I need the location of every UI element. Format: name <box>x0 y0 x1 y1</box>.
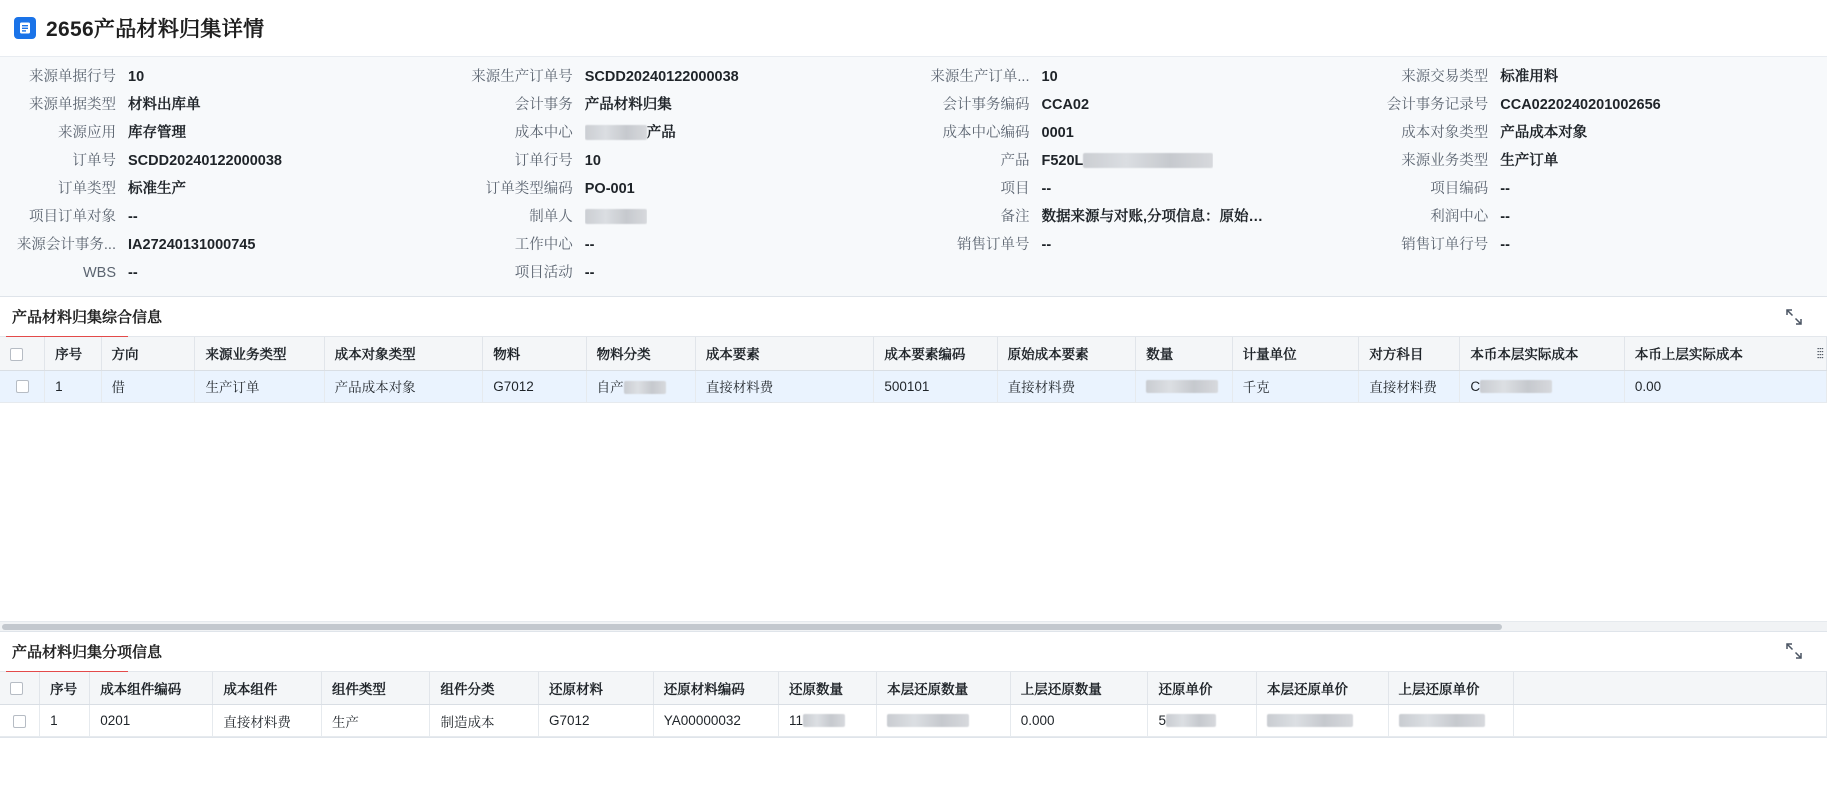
column-header-cost-element-code[interactable]: 成本要素编码 <box>874 337 997 370</box>
field-source-accounting-event: 来源会计事务... IA27240131000745 <box>16 237 256 253</box>
cell-cost-component-code: 0201 <box>90 705 213 737</box>
column-header-restored-quantity[interactable]: 还原数量 <box>779 672 877 705</box>
field-order-type: 订单类型 标准生产 <box>58 181 186 197</box>
field-source-doc-type: 来源单据类型 材料出库单 <box>29 97 201 113</box>
field-sales-order-line-no: 销售订单行号 -- <box>1401 237 1510 253</box>
masked-value <box>1146 380 1218 393</box>
cell-this-level-restored-quantity <box>877 705 1011 737</box>
column-header-cost-component[interactable]: 成本组件 <box>213 672 322 705</box>
cell-upper-level-restored-unit-price <box>1388 705 1513 737</box>
table-row[interactable] <box>0 370 1827 402</box>
field-project: 项目 -- <box>1000 181 1052 197</box>
column-header-material-category[interactable]: 物料分类 <box>586 337 695 370</box>
header-detail-form <box>0 56 1827 297</box>
horizontal-scrollbar-thumb[interactable] <box>2 624 1502 630</box>
cell-restored-material-code: YA00000032 <box>653 705 778 737</box>
section-material-breakdown <box>0 632 1827 739</box>
field-source-app: 来源应用 库存管理 <box>58 125 186 141</box>
field-source-production-order-line: 来源生产订单... 10 <box>930 69 1058 85</box>
section-header-material-breakdown <box>0 632 1827 672</box>
cell-restored-unit-price: 5 <box>1148 705 1257 737</box>
column-header-this-level-restored-unit-price[interactable]: 本层还原单价 <box>1257 672 1389 705</box>
table-material-summary-wrap <box>0 337 1827 631</box>
cell-seq: 1 <box>45 370 101 402</box>
masked-value <box>1166 714 1216 727</box>
table-material-breakdown <box>0 672 1827 738</box>
masked-value <box>585 209 647 224</box>
expand-icon[interactable] <box>1785 642 1803 660</box>
section-title: 产品材料归集综合信息 <box>12 309 163 326</box>
column-header-filler <box>1513 672 1826 705</box>
table-empty-area <box>0 403 1827 621</box>
section-material-summary <box>0 297 1827 632</box>
column-header-this-level-restored-quantity[interactable]: 本层还原数量 <box>877 672 1011 705</box>
cell-upper-level-restored-quantity: 0.000 <box>1010 705 1148 737</box>
field-source-doc-line-no: 来源单据行号 10 <box>29 69 145 85</box>
column-settings-icon[interactable]: ⦙⦙⦙ <box>1816 345 1823 361</box>
cell-contra-account: 直接材料费 <box>1359 370 1460 402</box>
cell-cost-component: 直接材料费 <box>213 705 322 737</box>
cell-material-category: 自产 <box>586 370 695 402</box>
masked-value <box>1480 380 1552 393</box>
section-header-material-summary <box>0 297 1827 337</box>
column-header-source-business-type[interactable]: 来源业务类型 <box>195 337 324 370</box>
field-accounting-event-code: 会计事务编码 CCA02 <box>942 97 1090 113</box>
cell-cost-object-type: 产品成本对象 <box>324 370 483 402</box>
column-header-restored-material[interactable]: 还原材料 <box>539 672 654 705</box>
field-preparer: 制单人 <box>457 203 914 231</box>
column-header-cost-element[interactable]: 成本要素 <box>695 337 874 370</box>
field-accounting-event-record-no: 会计事务记录号 CCA0220240201002656 <box>1386 97 1661 113</box>
document-icon <box>14 17 36 39</box>
cell-cost-element-code: 500101 <box>874 370 997 402</box>
field-order-type-code: 订单类型编码 PO-001 <box>485 181 635 197</box>
title-bar <box>0 0 1827 56</box>
header-form-column-1 <box>0 63 457 287</box>
masked-value <box>1267 714 1353 727</box>
column-header-cost-object-type[interactable]: 成本对象类型 <box>324 337 483 370</box>
field-cost-object-type: 成本对象类型 产品成本对象 <box>1401 125 1588 141</box>
masked-value <box>1083 153 1213 168</box>
cell-restored-material: G7012 <box>539 705 654 737</box>
select-all-checkbox-cell[interactable] <box>0 672 40 705</box>
cell-seq: 1 <box>40 705 90 737</box>
masked-value <box>585 125 647 140</box>
cell-this-level-restored-unit-price <box>1257 705 1389 737</box>
row-checkbox-cell[interactable] <box>0 705 40 737</box>
field-source-business-type: 来源业务类型 生产订单 <box>1401 153 1559 169</box>
expand-icon[interactable] <box>1785 308 1803 326</box>
cell-component-category: 制造成本 <box>430 705 539 737</box>
cell-uom: 千克 <box>1232 370 1359 402</box>
column-header-restored-unit-price[interactable]: 还原单价 <box>1148 672 1257 705</box>
field-wbs: WBS -- <box>82 265 138 281</box>
masked-value <box>1399 714 1485 727</box>
cell-local-currency-upper-level-actual-cost: 0.00 <box>1624 370 1826 402</box>
masked-value <box>887 714 969 727</box>
field-project-order-object: 项目订单对象 -- <box>29 209 138 225</box>
row-checkbox[interactable] <box>16 380 29 393</box>
field-source-production-order-no: 来源生产订单号 SCDD20240122000038 <box>471 69 739 85</box>
field-order-line-no: 订单行号 10 <box>514 153 601 169</box>
column-header-component-type[interactable]: 组件类型 <box>321 672 430 705</box>
cell-direction: 借 <box>101 370 195 402</box>
select-all-checkbox[interactable] <box>10 348 23 361</box>
cell-original-cost-element: 直接材料费 <box>997 370 1136 402</box>
table-row[interactable] <box>0 705 1827 737</box>
header-form-grid <box>0 63 1827 287</box>
column-header-local-currency-this-level-actual-cost[interactable]: 本币本层实际成本 <box>1460 337 1624 370</box>
column-header-original-cost-element[interactable]: 原始成本要素 <box>997 337 1136 370</box>
column-header-uom[interactable]: 计量单位 <box>1232 337 1359 370</box>
row-checkbox[interactable] <box>13 715 26 728</box>
column-header-direction[interactable]: 方向 <box>101 337 195 370</box>
cell-local-currency-this-level-actual-cost: C <box>1460 370 1624 402</box>
column-header-restored-material-code[interactable]: 还原材料编码 <box>653 672 778 705</box>
column-header-quantity[interactable]: 数量 <box>1136 337 1232 370</box>
cell-restored-quantity: 11 <box>779 705 877 737</box>
field-source-transaction-type: 来源交易类型 标准用料 <box>1401 69 1559 85</box>
field-project-activity: 项目活动 -- <box>514 265 595 281</box>
column-header-local-currency-upper-level-actual-cost[interactable]: 本币上层实际成本 <box>1624 337 1826 370</box>
page-title: 2656产品材料归集详情 <box>46 18 265 41</box>
column-header-material[interactable]: 物料 <box>483 337 586 370</box>
field-sales-order-no: 销售订单号 -- <box>957 237 1052 253</box>
field-profit-center: 利润中心 -- <box>1430 209 1510 225</box>
table-header-row <box>0 337 1827 370</box>
field-remark: 备注 数据来源与对账,分项信息：原始… <box>1000 209 1264 225</box>
cell-material: G7012 <box>483 370 586 402</box>
field-order-no: 订单号 SCDD20240122000038 <box>72 153 282 169</box>
masked-value <box>803 714 845 727</box>
cell-cost-element: 直接材料费 <box>695 370 874 402</box>
masked-value <box>624 381 666 394</box>
cell-component-type: 生产 <box>321 705 430 737</box>
column-header-upper-level-restored-unit-price[interactable]: 上层还原单价 <box>1388 672 1513 705</box>
table-material-breakdown-wrap <box>0 672 1827 738</box>
column-header-contra-account[interactable]: 对方科目 <box>1359 337 1460 370</box>
field-work-center: 工作中心 -- <box>514 237 595 253</box>
field-project-code: 项目编码 -- <box>1430 181 1510 197</box>
section-title: 产品材料归集分项信息 <box>12 643 163 661</box>
select-all-checkbox-cell[interactable] <box>0 337 45 370</box>
header-form-column-4 <box>1370 63 1827 287</box>
header-form-column-2 <box>457 63 914 287</box>
field-accounting-event: 会计事务 产品材料归集 <box>514 97 672 113</box>
horizontal-scrollbar[interactable] <box>0 621 1827 631</box>
column-header-seq[interactable]: 序号 <box>45 337 101 370</box>
field-product: 产品 F520L <box>914 147 1371 175</box>
row-checkbox-cell[interactable] <box>0 370 45 402</box>
field-cost-center-code: 成本中心编码 0001 <box>942 125 1074 141</box>
column-header-component-category[interactable]: 组件分类 <box>430 672 539 705</box>
column-header-upper-level-restored-quantity[interactable]: 上层还原数量 <box>1010 672 1148 705</box>
cell-source-business-type: 生产订单 <box>195 370 324 402</box>
column-header-cost-component-code[interactable]: 成本组件编码 <box>90 672 213 705</box>
table-material-summary <box>0 337 1827 403</box>
cell-quantity <box>1136 370 1232 402</box>
select-all-checkbox[interactable] <box>10 682 23 695</box>
header-form-column-3 <box>914 63 1371 287</box>
cell-filler <box>1513 705 1826 737</box>
field-cost-center: 成本中心 产品 <box>514 125 676 141</box>
column-header-seq[interactable]: 序号 <box>40 672 90 705</box>
table-header-row <box>0 672 1827 705</box>
